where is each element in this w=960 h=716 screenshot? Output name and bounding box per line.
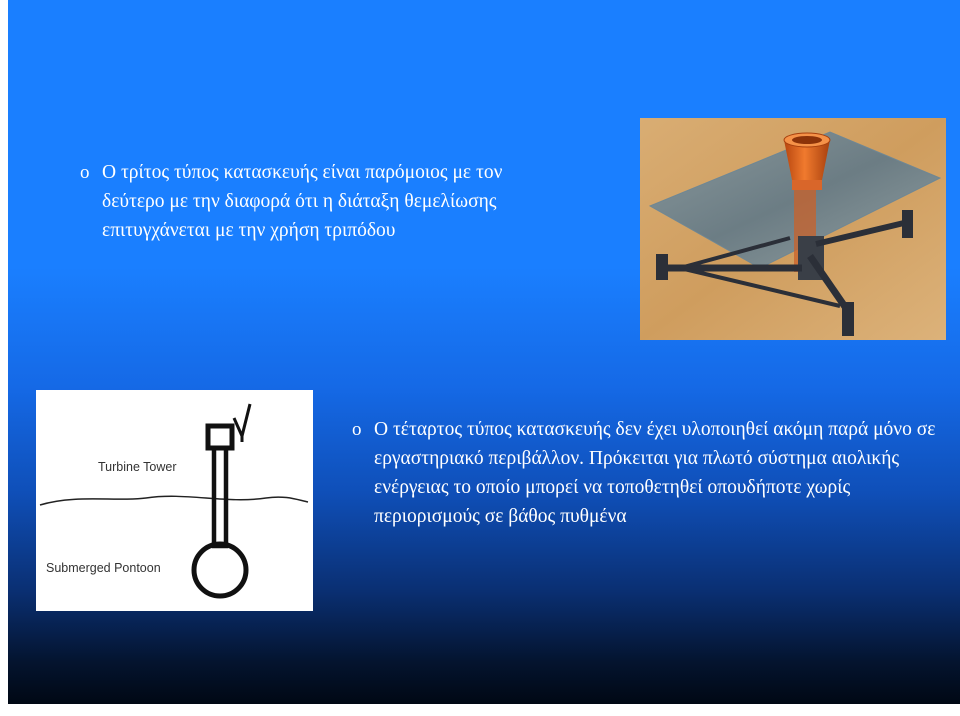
turbine-tower-label: Turbine Tower bbox=[98, 460, 177, 474]
bullet-text: Ο τρίτος τύπος κατασκευής είναι παρόμοιος με τον δεύτερο με την διαφορά ότι η διάταξη θεμελίωσης επιτυγχάνεται με την χρήση τριπόδου bbox=[102, 162, 503, 241]
tripod-foundation-image bbox=[640, 118, 946, 340]
bullet-text: Ο τέταρτος τύπος κατασκευής δεν έχει υλοποιηθεί ακόμη παρά μόνο σε εργαστηριακό περιβάλλον. Πρόκειται για πλωτό σύστημα αιολικής ενέργειας το οποίο μπορεί να τοποθετηθεί οπουδήποτε χωρίς περιορισμούς σε βάθος πυθμένα bbox=[374, 419, 936, 527]
slide bbox=[8, 0, 960, 704]
submerged-pontoon-label: Submerged Pontoon bbox=[46, 561, 161, 575]
bullet-floating-description bbox=[352, 415, 942, 531]
floating-pontoon-diagram bbox=[36, 390, 313, 611]
bullet-marker: o bbox=[352, 419, 362, 440]
bullet-tripod-description bbox=[80, 158, 550, 245]
pontoon-illustration bbox=[36, 390, 313, 611]
tripod-illustration bbox=[640, 118, 946, 340]
bullet-marker: o bbox=[80, 162, 90, 183]
